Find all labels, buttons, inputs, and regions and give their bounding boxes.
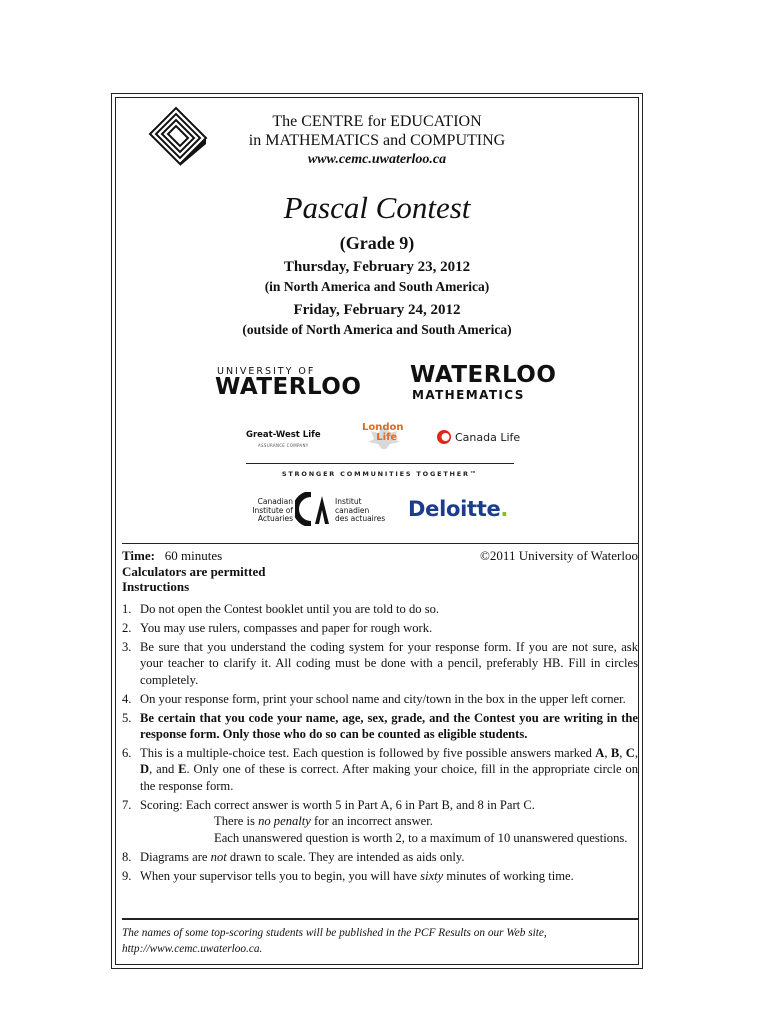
instruction-text: minutes of working time. (443, 868, 574, 883)
answer-letter: A (595, 745, 605, 760)
sponsor-divider (246, 463, 514, 464)
canada-life-logo: Canada Life (455, 431, 521, 444)
scoring-unanswered-line: Each unanswered question is worth 2, to a maximum of 10 unanswered questions. (214, 830, 628, 845)
instruction-number: 4. (122, 691, 132, 706)
wm-logo-small-text: MATHEMATICS (412, 388, 525, 402)
wm-logo-big-text: WATERLOO (410, 362, 557, 388)
contest-grade: (Grade 9) (339, 233, 415, 253)
header-line-1: The CENTRE for EDUCATION (272, 113, 482, 130)
copyright-notice: ©2011 University of Waterloo (480, 548, 638, 563)
contest-date-1: Thursday, February 23, 2012 (283, 259, 471, 275)
london-life-logo (362, 423, 404, 443)
instruction-item (122, 849, 638, 866)
deloitte-dot: . (500, 497, 509, 521)
instruction-number: 2. (122, 620, 132, 635)
scoring-text: for an incorrect answer. (310, 814, 433, 829)
instructions-heading: Instructions (122, 579, 190, 594)
instruction-number: 6. (122, 745, 132, 760)
deloitte-logo (408, 497, 508, 521)
no-penalty-text: no penalty (258, 814, 311, 829)
london-life-line-2: Life (376, 432, 398, 443)
cia-fr-line: Institut (335, 497, 362, 506)
cia-en-line: Institute of (252, 505, 293, 515)
instructions-list (122, 601, 638, 887)
cia-fr-line: canadien (335, 505, 370, 515)
scoring-line: Scoring: Each correct answer is worth 5 in Part A, 6 in Part B, and 8 in Part C. (140, 797, 535, 812)
cia-logo-icon (295, 492, 333, 526)
instruction-number: 7. (122, 797, 132, 812)
instruction-text: . Only one of these is correct. After making your choice, fill in the appropriate circle on the response form. (140, 762, 638, 793)
instruction-text: You may use rulers, compasses and paper for rough work. (140, 620, 433, 635)
instruction-number: 1. (122, 602, 132, 616)
instruction-text: Diagrams are (140, 849, 211, 864)
answer-letter: D (140, 762, 150, 777)
instruction-number: 8. (122, 849, 132, 864)
contest-date-2: Friday, February 24, 2012 (293, 302, 461, 318)
cia-en-line: Canadian (257, 497, 293, 506)
instruction-item (122, 601, 638, 618)
instruction-text: Do not open the Contest booklet until you are told to do so. (140, 602, 440, 616)
instruction-item (122, 639, 638, 689)
cia-french-name (335, 498, 395, 524)
instruction-number: 5. (122, 710, 132, 725)
contest-region-2: (outside of North America and South America) (242, 322, 512, 337)
instruction-text: On your response form, print your school name and city/town in the box in the upper left corner. (140, 691, 626, 706)
great-west-life-logo: Great-West Life (246, 430, 321, 440)
cia-en-line: Actuaries (257, 514, 293, 523)
emphasis-text: not (210, 849, 227, 864)
footer-divider (122, 918, 638, 920)
instruction-item (122, 797, 638, 847)
instruction-text: Be certain that you code your name, age, sex, grade, and the Contest you are writing in the response form. Only those who do so can be counted as eligible students. (140, 710, 638, 742)
emphasis-text: sixty (420, 868, 444, 883)
uw-logo-small-text: UNIVERSITY OF (217, 366, 316, 377)
instruction-number: 3. (122, 639, 132, 654)
cia-english-name (249, 498, 293, 524)
separator-text: , (604, 745, 611, 760)
contest-title: Pascal Contest (283, 190, 471, 225)
instruction-number: 9. (122, 868, 132, 883)
section-divider (122, 543, 638, 544)
instruction-item (122, 691, 638, 708)
cia-fr-line: des actuaires (335, 514, 386, 523)
instruction-text: drawn to scale. They are intended as aids only. (226, 849, 465, 864)
great-west-life-subtitle: ASSURANCE COMPANY (258, 443, 309, 448)
contest-region-1: (in North America and South America) (264, 279, 490, 294)
deloitte-text: Deloitte (408, 497, 501, 521)
instruction-item (122, 620, 638, 637)
answer-letter: B (610, 745, 620, 760)
instruction-text: When your supervisor tells you to begin, you will have (140, 868, 421, 883)
uw-logo-big-text: WATERLOO (215, 374, 362, 400)
instruction-item (122, 710, 638, 743)
header-line-2: in MATHEMATICS and COMPUTING (248, 132, 506, 149)
website-url[interactable]: www.cemc.uwaterloo.ca (307, 152, 447, 167)
separator-text: , (634, 745, 639, 760)
answer-letter: C (625, 745, 635, 760)
instruction-text: Be sure that you understand the coding system for your response form. If you are not sure, ask your teacher to clarify it. All coding must be done with a pencil, preferably HB. Fill in circles completely. (140, 639, 638, 687)
footer-note: The names of some top-scoring students will be published in the PCF Results on our Web site, http://www.cemc.uwaterloo.ca. (122, 927, 547, 955)
instruction-text: This is a multiple-choice test. Each question is followed by five possible answers marked (140, 745, 596, 760)
separator-text: , (619, 745, 626, 760)
canada-life-icon (436, 429, 452, 445)
scoring-penalty-line (140, 813, 638, 830)
calculators-note: Calculators are permitted (122, 564, 266, 579)
time-label: Time: (122, 548, 155, 563)
stronger-communities-tagline: STRONGER COMMUNITIES TOGETHER™ (281, 470, 479, 478)
time-value: 60 minutes (164, 548, 223, 563)
scoring-text: There is (214, 814, 259, 829)
instruction-item (122, 745, 638, 795)
london-life-line-1: London (362, 422, 404, 433)
instruction-item (122, 868, 638, 885)
separator-text: , and (149, 762, 179, 777)
time-line (122, 548, 222, 564)
answer-letter: E (178, 762, 187, 777)
